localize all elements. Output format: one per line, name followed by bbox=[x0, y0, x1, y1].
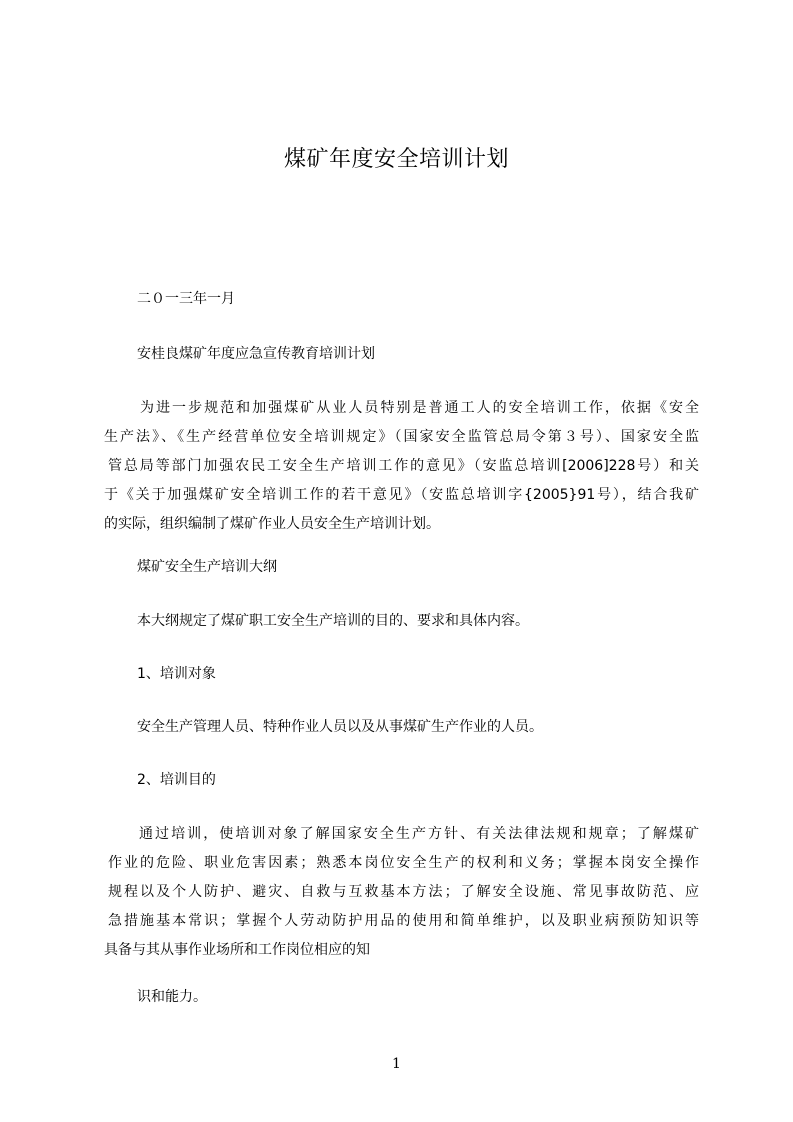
intro-line-1: 为进一步规范和加强煤矿从业人员特别是普通工人的安全培训工作，依据《安全 bbox=[140, 400, 699, 416]
document-date: 二０一三年一月 bbox=[137, 291, 235, 307]
purpose-line-5: 具备与其从事作业场所和工作岗位相应的知 bbox=[104, 942, 370, 958]
intro-line-3: 管总局等部门加强农民工安全生产培训工作的意见》（安监总培训[2006]228号）和关 bbox=[108, 458, 699, 474]
purpose-line-4: 急措施基本常识；掌握个人劳动防护用品的使用和简单维护，以及职业病预防知识等 bbox=[108, 913, 699, 929]
section-2-heading: 2、培训目的 bbox=[137, 772, 216, 788]
outline-description: 本大纲规定了煤矿职工安全生产培训的目的、要求和具体内容。 bbox=[137, 613, 529, 629]
section-2-continuation: 识和能力。 bbox=[137, 989, 207, 1005]
section-1-heading: 1、培训对象 bbox=[137, 666, 216, 682]
plan-title: 安桂良煤矿年度应急宣传教育培训计划 bbox=[137, 346, 375, 362]
section-2-paragraph bbox=[104, 820, 699, 965]
purpose-line-1: 通过培训，使培训对象了解国家安全生产方针、有关法律法规和规章；了解煤矿 bbox=[139, 826, 699, 842]
purpose-line-3: 规程以及个人防护、避灾、自救与互救基本方法；了解安全设施、常见事故防范、应 bbox=[108, 884, 699, 900]
purpose-line-2: 作业的危险、职业危害因素；熟悉本岗位安全生产的权利和义务；掌握本岗安全操作 bbox=[108, 855, 699, 871]
document-title: 煤矿年度安全培训计划 bbox=[283, 147, 509, 172]
outline-title: 煤矿安全生产培训大纲 bbox=[137, 559, 277, 575]
intro-line-5: 的实际，组织编制了煤矿作业人员安全生产培训计划。 bbox=[104, 516, 440, 532]
intro-paragraph bbox=[104, 394, 699, 539]
page-number: 1 bbox=[392, 1056, 401, 1072]
intro-line-2: 生产法》、《生产经营单位安全培训规定》（国家安全监管总局令第３号）、国家安全监 bbox=[104, 429, 699, 445]
section-1-text: 安全生产管理人员、特种作业人员以及从事煤矿生产作业的人员。 bbox=[137, 719, 543, 735]
intro-line-4: 于《关于加强煤矿安全培训工作的若干意见》（安监总培训字{2005}91号），结合我矿 bbox=[104, 487, 699, 503]
